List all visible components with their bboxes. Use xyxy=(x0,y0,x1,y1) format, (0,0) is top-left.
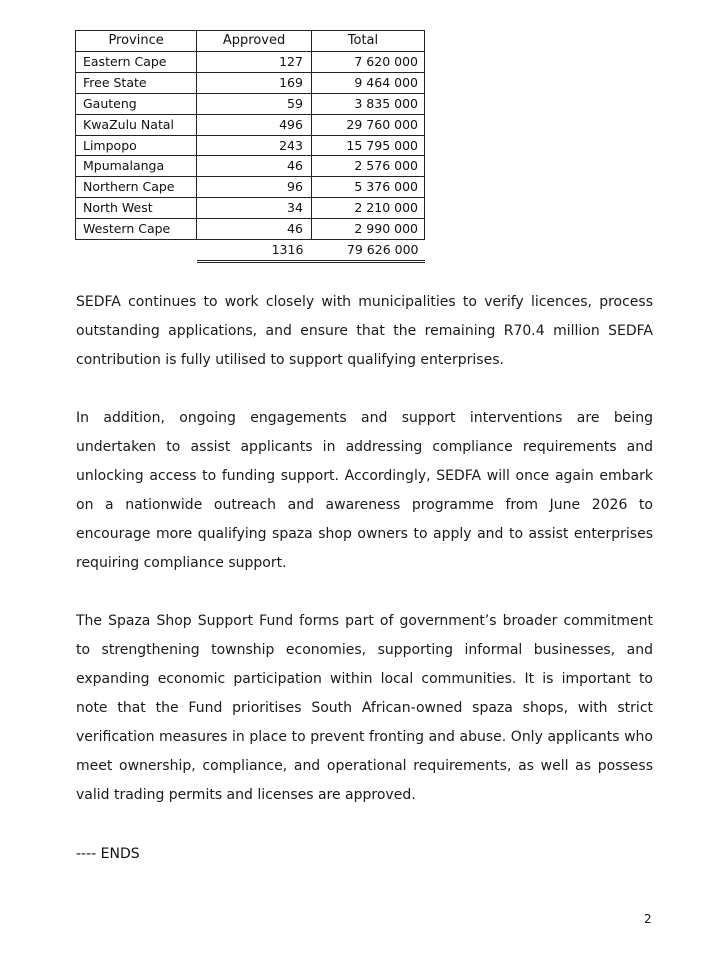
total-cell: 2 210 000 xyxy=(311,198,424,219)
province-cell: Mpumalanga xyxy=(76,156,197,177)
province-cell: Eastern Cape xyxy=(76,51,197,72)
province-cell: Limpopo xyxy=(76,135,197,156)
approved-cell: 169 xyxy=(197,72,312,93)
approved-cell: 96 xyxy=(197,177,312,198)
total-approved: 1316 xyxy=(197,240,312,262)
total-cell: 15 795 000 xyxy=(311,135,424,156)
total-cell: 2 576 000 xyxy=(311,156,424,177)
province-cell: Northern Cape xyxy=(76,177,197,198)
table-row xyxy=(76,198,425,219)
approved-cell: 34 xyxy=(197,198,312,219)
page-number: 2 xyxy=(644,912,652,926)
approved-cell: 243 xyxy=(197,135,312,156)
total-cell: 29 760 000 xyxy=(311,114,424,135)
province-cell: Gauteng xyxy=(76,93,197,114)
table-row xyxy=(76,51,425,72)
table-row xyxy=(76,72,425,93)
table-row xyxy=(76,114,425,135)
total-cell: 5 376 000 xyxy=(311,177,424,198)
table-row xyxy=(76,177,425,198)
total-cell: 9 464 000 xyxy=(311,72,424,93)
approved-cell: 59 xyxy=(197,93,312,114)
approved-cell: 46 xyxy=(197,219,312,240)
province-cell: Free State xyxy=(76,72,197,93)
column-header-approved: Approved xyxy=(197,31,312,52)
table-totals-row xyxy=(76,240,425,262)
ends-marker: ---- ENDS xyxy=(76,846,140,862)
approved-cell: 127 xyxy=(197,51,312,72)
province-cell: KwaZulu Natal xyxy=(76,114,197,135)
totals-empty-cell xyxy=(76,240,197,262)
total-cell: 7 620 000 xyxy=(311,51,424,72)
table-row xyxy=(76,135,425,156)
table-row xyxy=(76,156,425,177)
table-row xyxy=(76,93,425,114)
approved-cell: 496 xyxy=(197,114,312,135)
paragraph-outreach: In addition, ongoing engagements and support interventions are being undertaken to assist applicants in addressing compliance requirements and unlocking access to funding support. Accordingly, SEDFA will once again embark on a nationwide outreach and awareness programme from June 2026 to encourage more qualifying spaza shop owners to apply and to assist enterprises requiring compliance support. xyxy=(76,410,653,571)
approved-cell: 46 xyxy=(197,156,312,177)
table-header-row xyxy=(76,31,425,52)
total-cell: 2 990 000 xyxy=(311,219,424,240)
paragraph-verification: SEDFA continues to work closely with municipalities to verify licences, process outstanding applications, and ensure that the remaining R70.4 million SEDFA contribution is fully utilised to support qualifying enterprises. xyxy=(76,294,653,368)
table-row xyxy=(76,219,425,240)
paragraph-fund-commitment: The Spaza Shop Support Fund forms part of government’s broader commitment to strengthening township economies, supporting informal businesses, and expanding economic participation within local communities. It is important to note that the Fund prioritises South African-owned spaza shops, with strict verification measures in place to prevent fronting and abuse. Only applicants who meet ownership, compliance, and operational requirements, as well as possess valid trading permits and licenses are approved. xyxy=(76,613,653,803)
province-cell: Western Cape xyxy=(76,219,197,240)
column-header-total: Total xyxy=(311,31,424,52)
total-cell: 3 835 000 xyxy=(311,93,424,114)
province-approvals-table xyxy=(75,30,425,263)
province-cell: North West xyxy=(76,198,197,219)
column-header-province: Province xyxy=(76,31,197,52)
grand-total: 79 626 000 xyxy=(311,240,424,262)
